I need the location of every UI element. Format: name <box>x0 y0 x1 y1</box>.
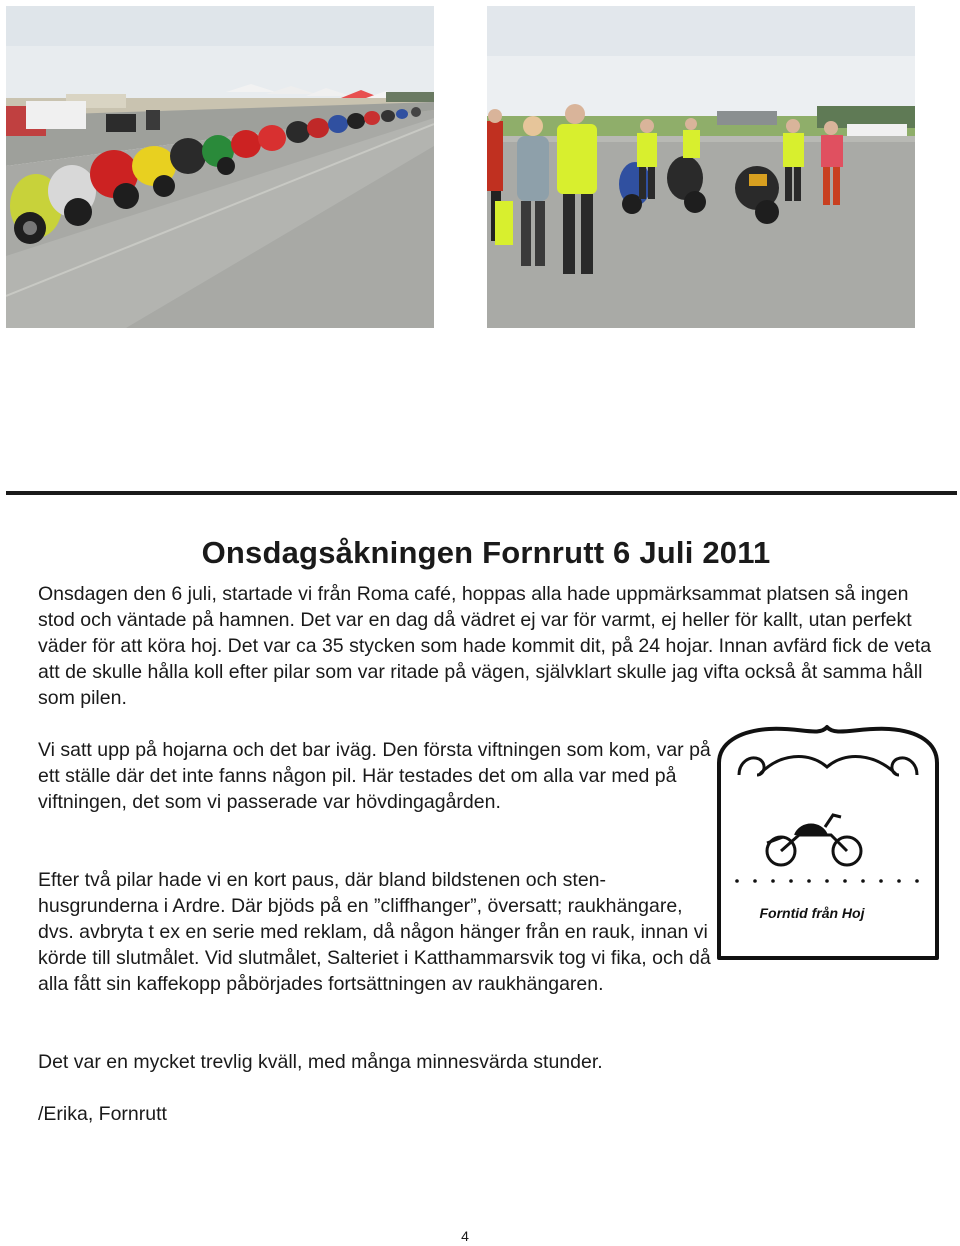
motorcycle-picture-stone-icon <box>709 723 945 963</box>
section-divider <box>6 491 957 495</box>
logo-caption: Forntid från Hoj <box>759 905 865 921</box>
riders-gathering-photo <box>487 6 915 328</box>
article-paragraph-3: Efter två pilar hade vi en kort paus, där bland bildstenen och sten-husgrunderna i Ardre. Där bjöds på en ”cliffhanger”, översatt; raukhängare, dvs. avbryta t ex en serie med reklam, då någon hänger från en rauk, innan vi körde till slutmålet. Vid slutmålet, Salteriet i Katthammarsvik tog vi fika, och då alla fått sin kaffekopp påbörjades fortsättningen av raukhängaren. <box>38 869 711 995</box>
motorcycle-row-photo <box>6 6 434 328</box>
page-number: 4 <box>461 1228 469 1244</box>
article-paragraph-4: Det var en mycket trevlig kväll, med många minnesvärda stunder. <box>38 1051 603 1073</box>
article-paragraph-1: Onsdagen den 6 juli, startade vi från Roma café, hoppas alla hade uppmärksammat platsen så ingen stod och väntade på hamnen. Det var en dag då vädret ej var för varmt, ej heller för kallt, utan perfekt väder för att köra hoj. Det var ca 35 stycken som hade kommit dit, på 24 hojar. Innan avfärd fick de veta att de skulle hålla koll efter pilar som var ritade på vägen, självklart skulle jag vifta också åt samma håll som pilen. <box>38 583 932 709</box>
forntid-fran-hoj-logo <box>709 723 945 963</box>
article-paragraph-2: Vi satt upp på hojarna och det bar iväg. Den första viftningen som kom, var på ett ställe där det inte fanns någon pil. Här testades det om alla var med på viftningen, det som vi passerade var hövdingagården. <box>38 739 711 813</box>
article-title: Onsdagsåkningen Fornrutt 6 Juli 2011 <box>201 534 771 570</box>
article-signature: /Erika, Fornrutt <box>38 1103 167 1125</box>
